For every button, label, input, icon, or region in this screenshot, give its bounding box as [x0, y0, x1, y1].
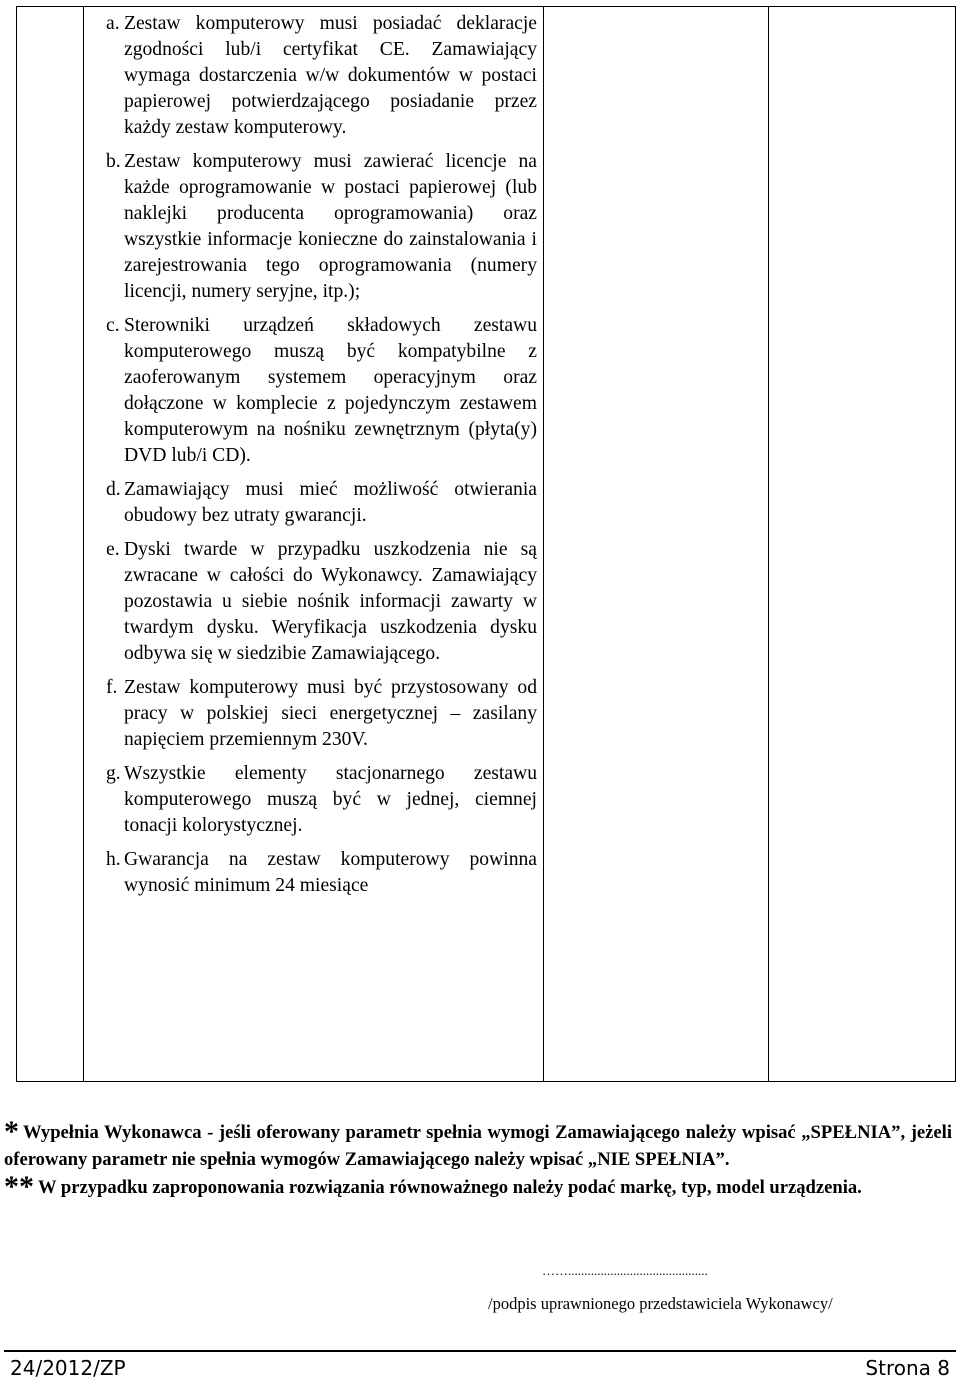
item-text: Zestaw komputerowy musi posiadać deklaracje zgodności lub/i certyfikat CE. Zamawiający wymaga dostarczenia w/w dokumentów w postaci papierowej potwierdzającego posiadanie przez każdy zestaw komputerowy.: [124, 13, 537, 138]
requirements-list: [84, 7, 543, 899]
item-letter: c.: [106, 315, 120, 336]
item-text: Wszystkie elementy stacjonarnego zestawu komputerowego muszą być w jednej, ciemnej tonacji kolorystycznej.: [124, 763, 537, 836]
requirement-item-g: [84, 761, 537, 839]
item-text: Dyski twarde w przypadku uszkodzenia nie są zwracane w całości do Wykonawcy. Zamawiający pozostawia u siebie nośnik informacji zawarty w twardym dysku. Weryfikacja uszkodzenia dysku odbywa się w siedzibie Zamawiającego.: [124, 539, 537, 664]
footnote-marker: **: [4, 1170, 34, 1203]
specification-table: [16, 6, 956, 1082]
requirement-item-a: [84, 11, 537, 141]
document-number: 24/2012/ZP: [10, 1356, 126, 1380]
footnote-marker: *: [4, 1115, 19, 1148]
item-text: Zamawiający musi mieć możliwość otwierania obudowy bez utraty gwarancji.: [124, 479, 537, 526]
footnote-2: [4, 1170, 952, 1203]
page-number: Strona 8: [865, 1356, 950, 1380]
offered-parameter-cell[interactable]: [544, 7, 769, 1082]
footer-divider: [4, 1350, 956, 1352]
item-letter: d.: [106, 479, 121, 500]
item-letter: e.: [106, 539, 120, 560]
item-letter: b.: [106, 151, 121, 172]
item-letter: a.: [106, 13, 120, 34]
item-text: Sterowniki urządzeń składowych zestawu komputerowego muszą być kompatybilne z zaoferowanym systemem operacyjnym oraz dołączone w komplecie z pojedynczym zestawem komputerowym na nośniku zewnętrznym (płyta(y) DVD lub/i CD).: [124, 315, 537, 466]
requirements-cell: [84, 7, 544, 1082]
footnote-text: Wypełnia Wykonawca - jeśli oferowany parametr spełnia wymogi Zamawiającego należy wpisać „SPEŁNIA”, jeżeli oferowany parametr nie spełnia wymogów Zamawiającego należy wpisać „NIE SPEŁNIA”.: [4, 1122, 952, 1170]
footnote-text: W przypadku zaproponowania rozwiązania równoważnego należy podać markę, typ, model urządzenia.: [38, 1177, 862, 1198]
item-text: Gwarancja na zestaw komputerowy powinna wynosić minimum 24 miesiące: [124, 849, 537, 896]
requirement-item-h: [84, 847, 537, 899]
item-text: Zestaw komputerowy musi być przystosowany od pracy w polskiej sieci energetycznej – zasilany napięciem przemiennym 230V.: [124, 677, 537, 750]
signature-line: ……...........................................: [542, 1263, 708, 1278]
requirement-item-c: [84, 313, 537, 469]
requirement-item-f: [84, 675, 537, 753]
footnotes: [4, 1115, 952, 1203]
item-letter: g.: [106, 763, 121, 784]
item-text: Zestaw komputerowy musi zawierać licencje na każde oprogramowanie w postaci papierowej (lub naklejki producenta oprogramowania) oraz wszystkie informacje konieczne do zainstalowania i zarejestrowania tego oprogramowania (numery licencji, numery seryjne, itp.);: [124, 151, 537, 302]
item-letter: h.: [106, 849, 121, 870]
requirement-item-b: [84, 149, 537, 305]
item-letter: f.: [106, 677, 118, 698]
compliance-cell[interactable]: [769, 7, 956, 1082]
requirement-item-e: [84, 537, 537, 667]
signature-label: /podpis uprawnionego przedstawiciela Wykonawcy/: [488, 1294, 833, 1313]
number-cell: [17, 7, 84, 1082]
requirement-item-d: [84, 477, 537, 529]
footnote-1: [4, 1115, 952, 1173]
